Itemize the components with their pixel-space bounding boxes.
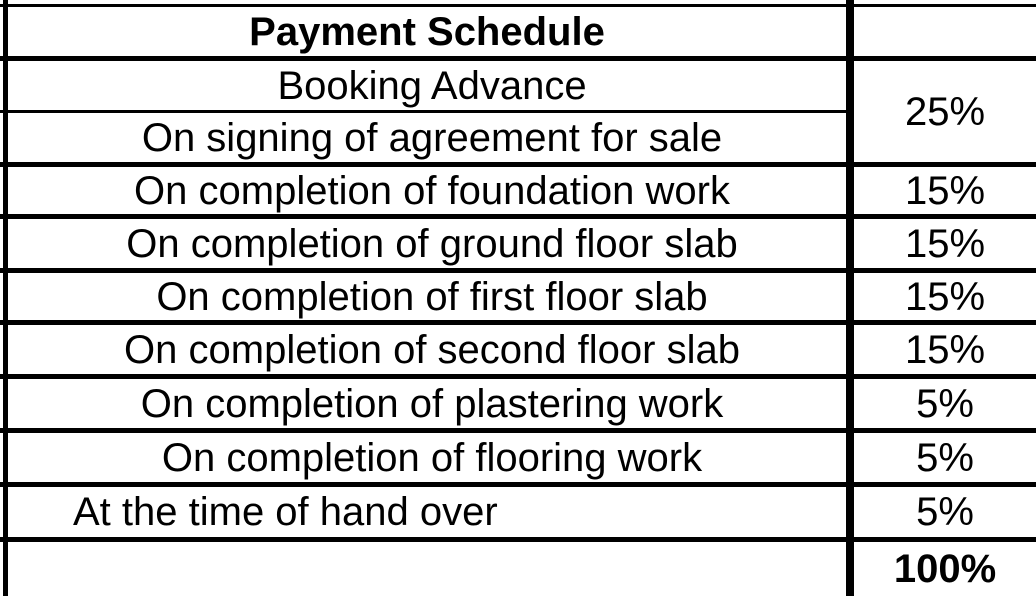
table-title: Payment Schedule [249, 9, 605, 54]
row-percent: 15% [904, 221, 986, 266]
row-label: On completion of second floor slab [124, 327, 740, 372]
row-label: On completion of foundation work [134, 168, 730, 213]
row-percent: 15% [904, 168, 986, 213]
row-label: Booking Advance [277, 63, 587, 108]
row-label: On completion of plastering work [140, 381, 724, 426]
row-percent: 25% [904, 89, 986, 134]
row-label: At the time of hand over [73, 490, 498, 534]
row-percent: 5% [916, 435, 974, 480]
row-percent: 15% [904, 327, 986, 372]
row-label: On completion of first floor slab [156, 274, 708, 319]
row-label: On signing of agreement for sale [141, 115, 723, 160]
row-percent: 5% [916, 381, 974, 426]
row-label: On completion of flooring work [161, 435, 703, 480]
row-percent: 15% [904, 274, 986, 319]
row-percent: 5% [916, 490, 974, 534]
row-label: On completion of ground floor slab [126, 221, 738, 266]
total-percent: 100% [893, 547, 997, 591]
